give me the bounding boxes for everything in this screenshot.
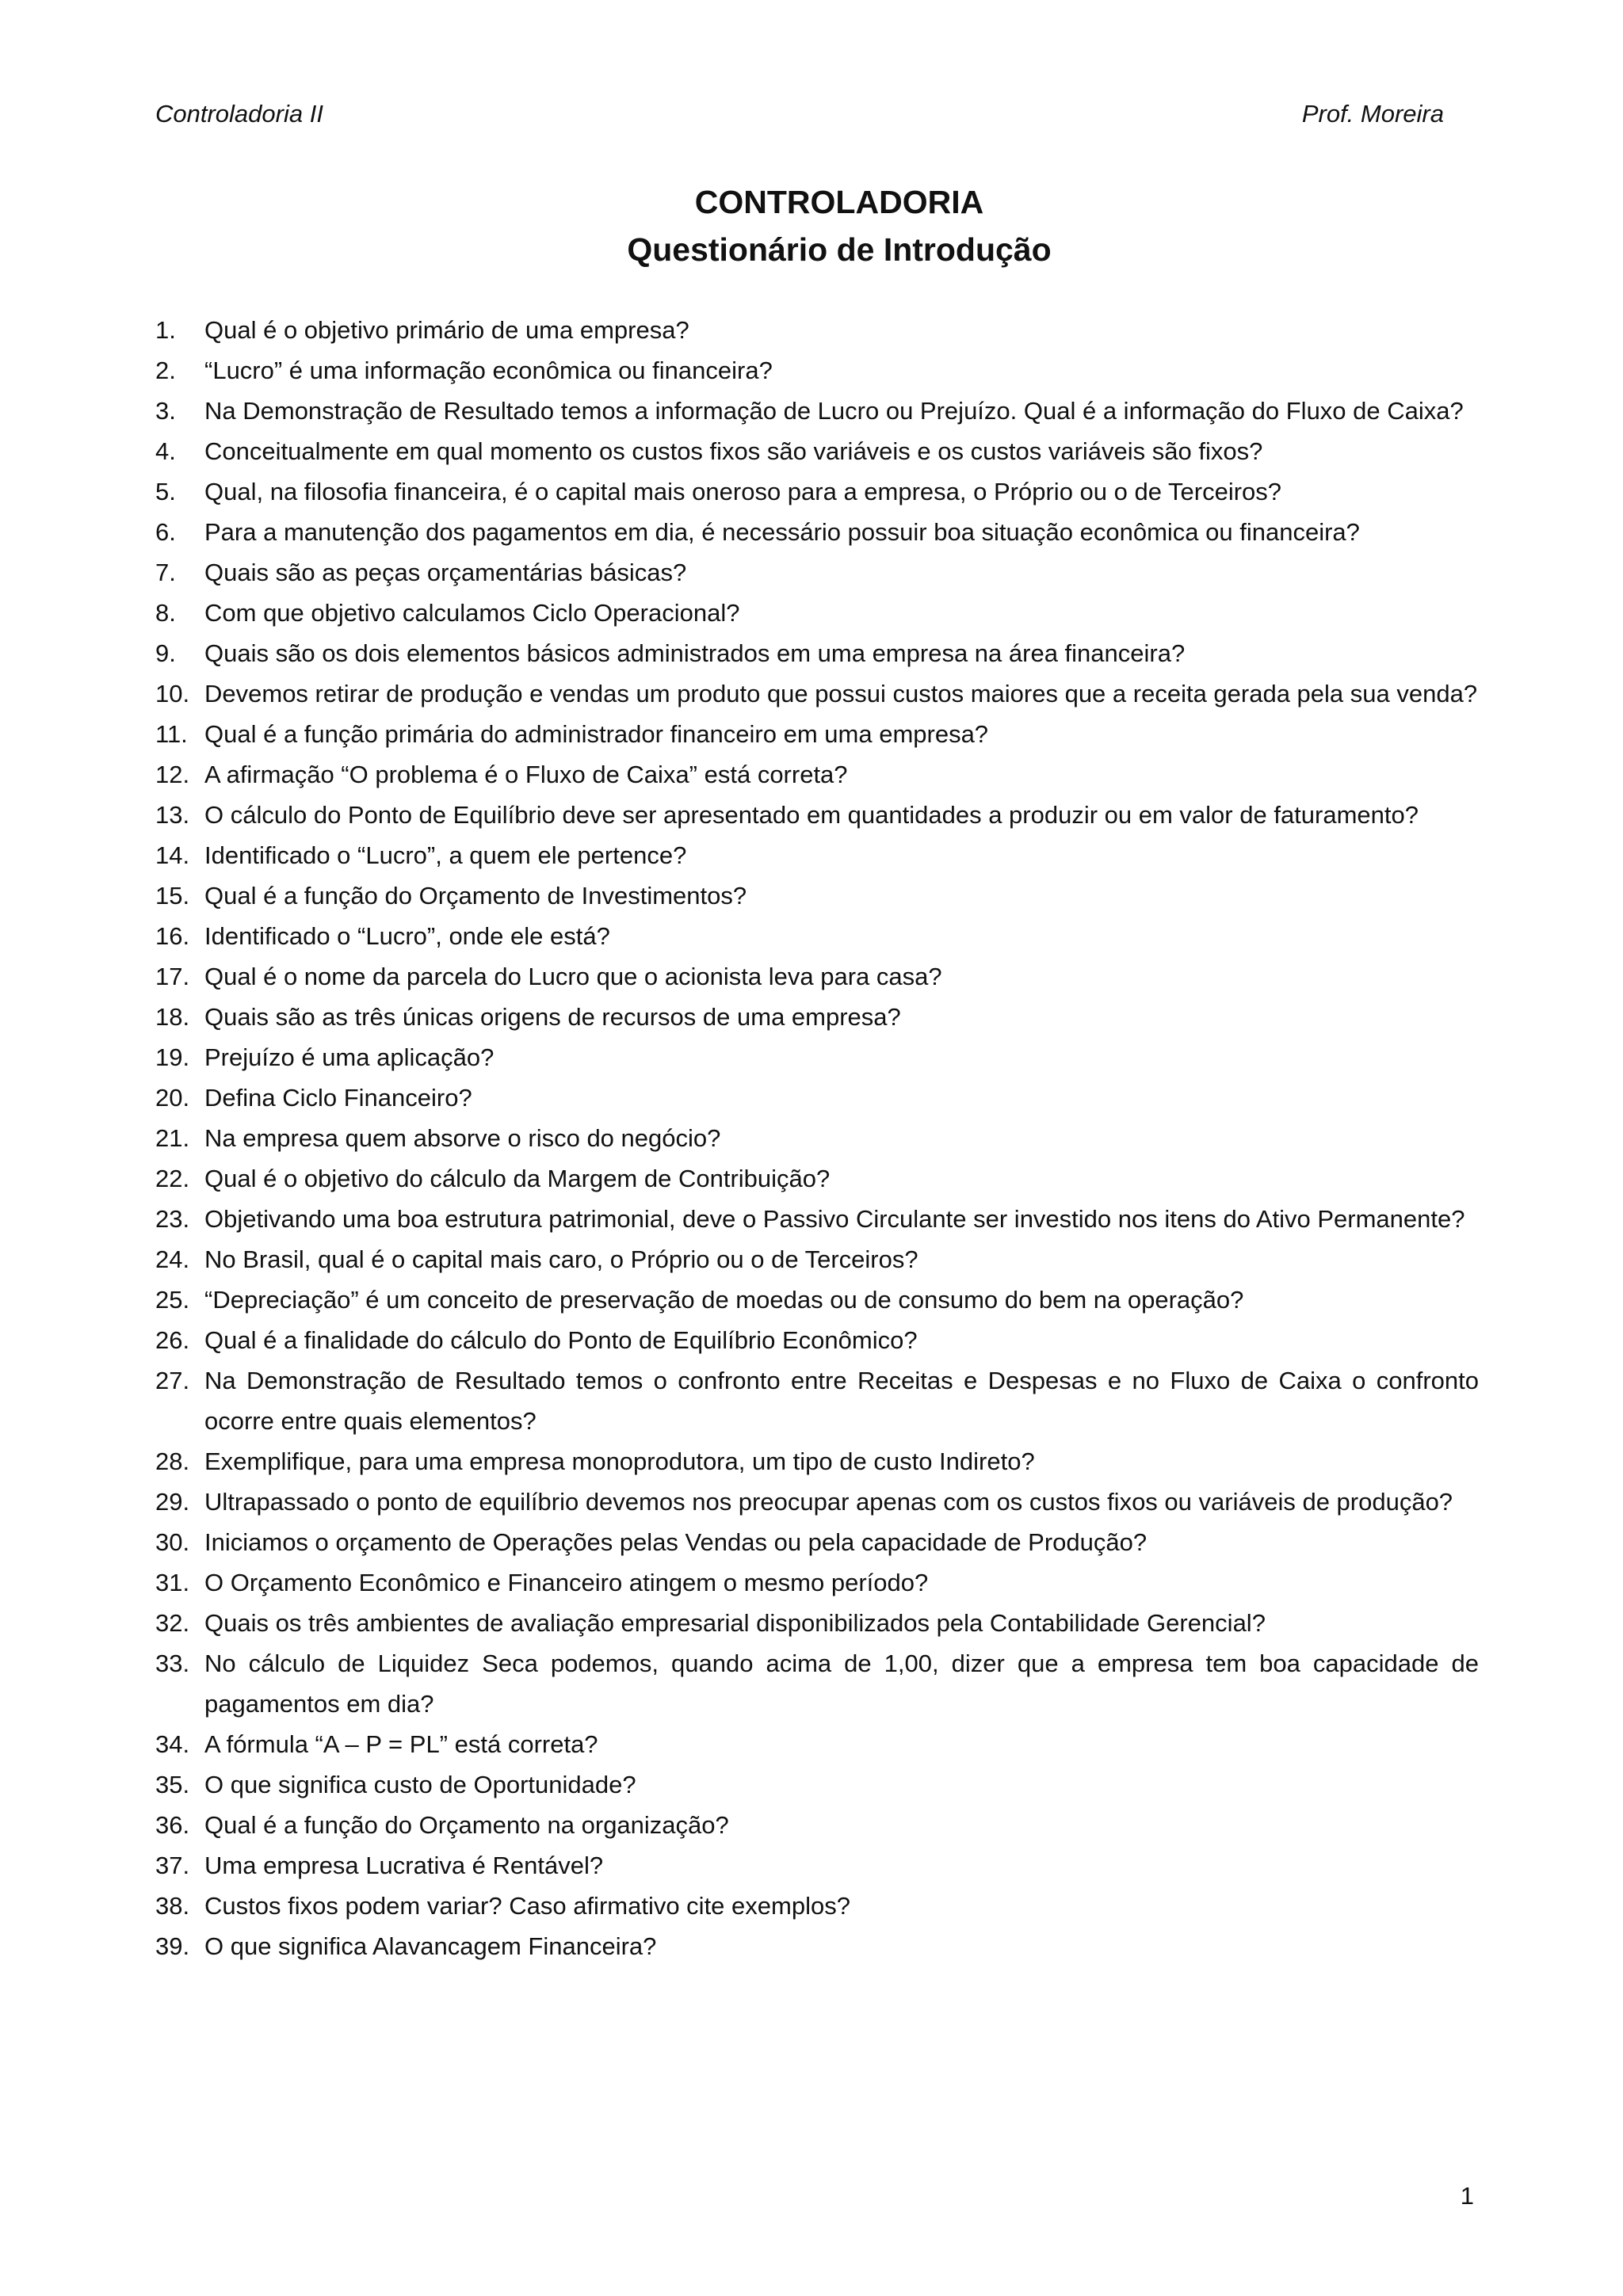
question-text: No Brasil, qual é o capital mais caro, o Próprio ou o de Terceiros? [204,1245,918,1273]
question-item [155,1320,1479,1360]
question-text: Quais são as peças orçamentárias básicas? [204,559,687,586]
question-number: 8. [155,599,176,627]
question-text: Qual é o nome da parcela do Lucro que o acionista leva para casa? [204,963,942,990]
question-number: 6. [155,518,176,546]
question-item [155,552,1479,593]
question-number: 4. [155,437,176,465]
question-text: O cálculo do Ponto de Equilíbrio deve ser apresentado em quantidades a produzir ou em valor de faturamento? [204,801,1419,829]
question-number: 39. [155,1932,190,1960]
question-text: Conceitualmente em qual momento os custos fixos são variáveis e os custos variáveis são fixos? [204,437,1263,465]
question-item [155,512,1479,552]
question-item [155,1926,1479,1966]
question-number: 21. [155,1124,190,1152]
question-item [155,673,1479,714]
question-number: 19. [155,1043,190,1071]
question-number: 14. [155,841,190,869]
question-text: Quais os três ambientes de avaliação empresarial disponibilizados pela Contabilidade Gerencial? [204,1609,1266,1637]
question-text: Ultrapassado o ponto de equilíbrio devemos nos preocupar apenas com os custos fixos ou variáveis de produção? [204,1488,1453,1516]
question-text: A afirmação “O problema é o Fluxo de Caixa” está correta? [204,761,848,788]
question-item [155,997,1479,1037]
question-text: Qual é a função primária do administrador financeiro em uma empresa? [204,720,989,748]
question-text: Quais são os dois elementos básicos administrados em uma empresa na área financeira? [204,639,1186,667]
question-number: 25. [155,1286,190,1314]
question-item [155,350,1479,391]
question-item [155,431,1479,471]
question-list [155,310,1479,1966]
question-number: 30. [155,1528,190,1556]
question-text: A fórmula “A – P = PL” está correta? [204,1730,598,1758]
page-number: 1 [1460,2182,1474,2210]
question-item [155,1562,1479,1603]
question-number: 33. [155,1650,190,1677]
question-number: 10. [155,680,190,707]
question-text: Qual, na filosofia financeira, é o capital mais oneroso para a empresa, o Próprio ou o de Terceiros? [204,478,1282,505]
question-text: No cálculo de Liquidez Seca podemos, quando acima de 1,00, dizer que a empresa tem boa capacidade de pagamentos em dia? [204,1650,1479,1718]
question-text: Qual é a função do Orçamento na organização? [204,1811,729,1839]
question-text: O Orçamento Econômico e Financeiro atingem o mesmo período? [204,1569,929,1596]
question-text: O que significa custo de Oportunidade? [204,1771,636,1798]
question-number: 9. [155,639,176,667]
question-number: 34. [155,1730,190,1758]
question-item [155,1118,1479,1158]
question-item [155,795,1479,835]
question-text: Uma empresa Lucrativa é Rentável? [204,1852,604,1879]
question-text: Para a manutenção dos pagamentos em dia, é necessário possuir boa situação econômica ou financeira? [204,518,1360,546]
question-number: 15. [155,882,190,910]
question-text: Quais são as três únicas origens de recursos de uma empresa? [204,1003,901,1031]
question-number: 18. [155,1003,190,1031]
question-number: 13. [155,801,190,829]
question-item [155,916,1479,956]
question-number: 38. [155,1892,190,1920]
question-number: 29. [155,1488,190,1516]
question-text: Custos fixos podem variar? Caso afirmativo cite exemplos? [204,1892,850,1920]
question-number: 31. [155,1569,190,1596]
question-text: Iniciamos o orçamento de Operações pelas Vendas ou pela capacidade de Produção? [204,1528,1148,1556]
question-item [155,1886,1479,1926]
question-item [155,1805,1479,1845]
question-number: 12. [155,761,190,788]
question-text: O que significa Alavancagem Financeira? [204,1932,657,1960]
question-number: 16. [155,922,190,950]
question-text: “Lucro” é uma informação econômica ou financeira? [204,357,773,384]
question-text: Objetivando uma boa estrutura patrimonial, deve o Passivo Circulante ser investido nos itens do Ativo Permanente? [204,1205,1465,1233]
document-subtitle: Questionário de Introdução [627,231,1052,268]
question-number: 22. [155,1165,190,1192]
question-text: Qual é a função do Orçamento de Investimentos? [204,882,747,910]
document-title: CONTROLADORIA [694,184,984,220]
question-item [155,1239,1479,1280]
question-text: Prejuízo é uma aplicação? [204,1043,495,1071]
question-text: Qual é o objetivo primário de uma empresa? [204,316,689,344]
question-number: 37. [155,1852,190,1879]
question-item [155,835,1479,875]
question-item [155,956,1479,997]
question-number: 3. [155,397,176,425]
question-text: Na Demonstração de Resultado temos o confronto entre Receitas e Despesas e no Fluxo de Caixa o confronto ocorre entre quais elementos? [204,1367,1479,1435]
question-number: 26. [155,1326,190,1354]
question-number: 2. [155,357,176,384]
question-item [155,1603,1479,1643]
question-item [155,1643,1479,1724]
question-number: 20. [155,1084,190,1112]
question-text: Devemos retirar de produção e vendas um produto que possui custos maiores que a receita gerada pela sua venda? [204,680,1478,707]
question-item [155,1360,1479,1441]
question-text: Com que objetivo calculamos Ciclo Operacional? [204,599,740,627]
question-item [155,1441,1479,1482]
question-item [155,633,1479,673]
header-course-name: Controladoria II [155,100,323,128]
question-text: Qual é o objetivo do cálculo da Margem de Contribuição? [204,1165,831,1192]
question-item [155,1037,1479,1077]
question-text: Exemplifique, para uma empresa monoprodutora, um tipo de custo Indireto? [204,1447,1035,1475]
question-number: 35. [155,1771,190,1798]
question-item [155,1158,1479,1199]
question-number: 17. [155,963,190,990]
question-item [155,1077,1479,1118]
question-text: Defina Ciclo Financeiro? [204,1084,472,1112]
question-item [155,471,1479,512]
question-item [155,714,1479,754]
question-number: 23. [155,1205,190,1233]
question-item [155,593,1479,633]
header-professor-name: Prof. Moreira [1301,100,1444,128]
question-number: 5. [155,478,176,505]
question-item [155,310,1479,350]
question-number: 32. [155,1609,190,1637]
question-text: Na Demonstração de Resultado temos a informação de Lucro ou Prejuízo. Qual é a informação do Fluxo de Caixa? [204,397,1464,425]
question-item [155,1724,1479,1764]
question-item [155,1764,1479,1805]
question-item [155,1482,1479,1522]
question-item [155,1280,1479,1320]
question-number: 24. [155,1245,190,1273]
question-item [155,754,1479,795]
question-text: Identificado o “Lucro”, a quem ele pertence? [204,841,687,869]
question-text: Qual é a finalidade do cálculo do Ponto de Equilíbrio Econômico? [204,1326,918,1354]
question-number: 1. [155,316,176,344]
question-text: “Depreciação” é um conceito de preservação de moedas ou de consumo do bem na operação? [204,1286,1244,1314]
question-number: 36. [155,1811,190,1839]
question-number: 27. [155,1367,190,1394]
question-item [155,1845,1479,1886]
question-number: 28. [155,1447,190,1475]
question-text: Identificado o “Lucro”, onde ele está? [204,922,610,950]
question-text: Na empresa quem absorve o risco do negócio? [204,1124,721,1152]
question-number: 11. [155,720,188,748]
question-number: 7. [155,559,176,586]
question-item [155,875,1479,916]
question-item [155,391,1479,431]
question-item [155,1522,1479,1562]
question-item [155,1199,1479,1239]
